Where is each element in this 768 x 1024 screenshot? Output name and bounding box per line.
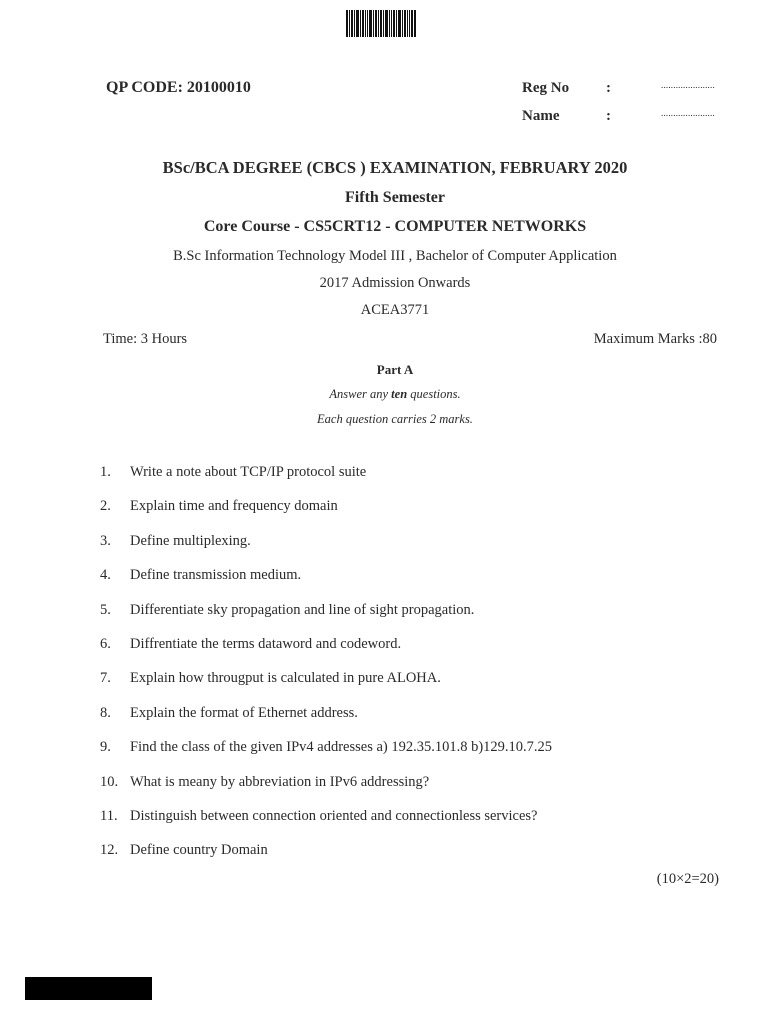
question-number: 4. [100, 567, 111, 584]
question-number: 7. [100, 670, 111, 687]
question-text: Define country Domain [130, 842, 268, 859]
instruction-suffix: questions. [407, 387, 461, 401]
instruction-marks: Each question carries 2 marks. [317, 412, 473, 426]
question-item [100, 567, 740, 601]
question-text: Differentiate sky propagation and line of sight propagation. [130, 601, 475, 618]
question-item [100, 808, 740, 842]
redacted-block [25, 977, 152, 1000]
qp-code: QP CODE: 20100010 [106, 79, 251, 96]
question-number: 10. [100, 773, 119, 790]
question-text: Define multiplexing. [130, 532, 251, 549]
question-item [100, 602, 740, 636]
question-item [100, 533, 740, 567]
reg-no-label: Reg No [522, 80, 570, 96]
question-item [100, 739, 740, 773]
question-number: 6. [100, 635, 111, 652]
question-text: Distinguish between connection oriented and connectionless services? [130, 807, 538, 824]
question-item [100, 774, 740, 808]
question-text: Diffrentiate the terms dataword and codeword. [130, 635, 402, 652]
exam-time: Time: 3 Hours [103, 331, 188, 347]
course-title: Core Course - CS5CRT12 - COMPUTER NETWORKS [203, 218, 587, 235]
question-text: Define transmission medium. [130, 567, 302, 584]
question-number: 1. [100, 464, 111, 480]
question-number: 8. [100, 704, 111, 721]
reg-no-blank: ...................... [661, 80, 715, 90]
question-number: 5. [100, 601, 111, 618]
maximum-marks: Maximum Marks :80 [593, 331, 717, 347]
question-item [100, 705, 740, 739]
question-item [100, 670, 740, 704]
instruction-answer [0, 387, 768, 402]
question-item [100, 498, 740, 532]
question-text: Find the class of the given IPv4 addresses a) 192.35.101.8 b)129.10.7.25 [130, 739, 553, 756]
programme: B.Sc Information Technology Model III , Bachelor of Computer Application [173, 248, 617, 264]
question-item [100, 842, 740, 876]
question-item [100, 464, 740, 498]
question-text: Explain the format of Ethernet address. [130, 704, 358, 721]
reg-no-colon: : [606, 80, 611, 96]
exam-title: BSc/BCA DEGREE (CBCS ) EXAMINATION, FEBRUARY 2020 [162, 158, 628, 177]
instruction-count: ten [391, 387, 408, 401]
question-number: 3. [100, 532, 111, 549]
question-list [100, 464, 740, 877]
question-text: Write a note about TCP/IP protocol suite [130, 464, 367, 480]
semester: Fifth Semester [345, 189, 445, 206]
paper-code: ACEA3771 [360, 302, 430, 318]
name-blank: ...................... [661, 108, 715, 118]
part-title: Part A [376, 362, 414, 377]
question-number: 9. [100, 739, 111, 756]
name-field [522, 108, 722, 128]
question-number: 11. [100, 807, 118, 824]
question-text: What is meany by abbreviation in IPv6 addressing? [130, 773, 430, 790]
part-marks-total: (10×2=20) [656, 871, 719, 887]
reg-no-field [522, 80, 722, 100]
name-label: Name [522, 108, 560, 124]
question-number: 2. [100, 498, 111, 515]
instruction-prefix: Answer any [329, 387, 392, 401]
question-text: Explain how througput is calculated in pure ALOHA. [130, 670, 441, 687]
barcode [346, 10, 416, 37]
admission-year: 2017 Admission Onwards [319, 275, 471, 291]
question-item [100, 636, 740, 670]
question-number: 12. [100, 842, 119, 859]
name-colon: : [606, 108, 611, 124]
question-text: Explain time and frequency domain [130, 498, 338, 515]
